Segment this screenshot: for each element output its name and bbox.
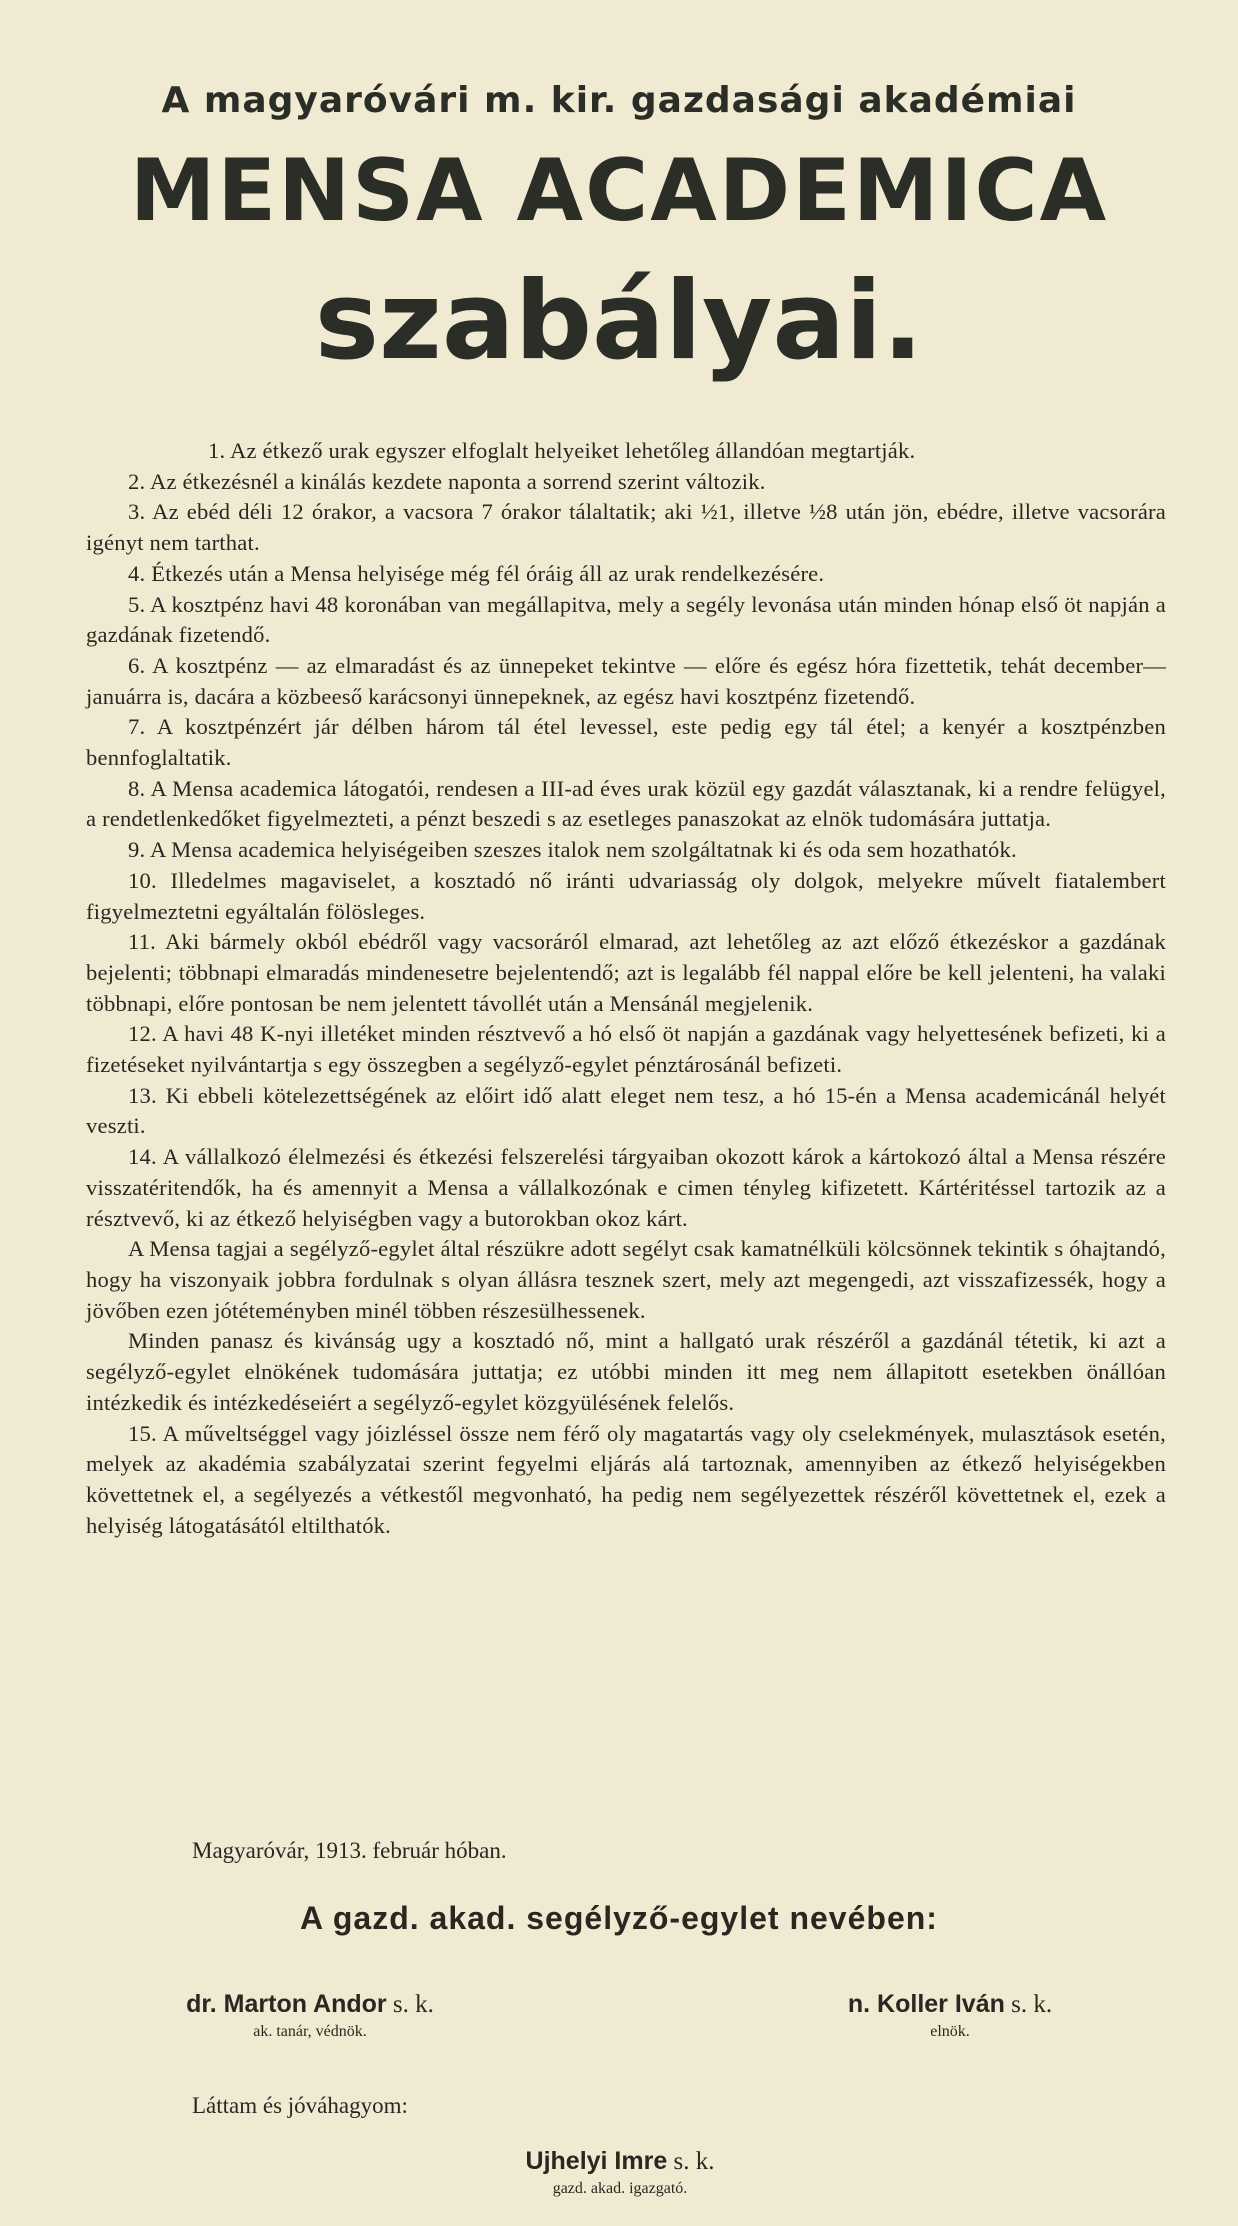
rule-3: 3. Az ebéd déli 12 órakor, a vacsora 7 órakor tálaltatik; aki ½1, illetve ½8 után jön, ebédre, illetve vacsorára igényt nem tarthat.	[86, 499, 1166, 556]
rule-2: 2. Az étkezésnél a kinálás kezdete naponta a sorrend szerint változik.	[128, 468, 766, 494]
rule-6: 6. A kosztpénz — az elmaradást és az ünnepeket tekintve — előre és egész hóra fizettetik, tehát december—januárra is, dacára a közbeeső karácsonyi ünnepeknek, az egész havi kosztpénz fizetendő.	[86, 652, 1166, 709]
rule-1: 1. Az étkező urak egyszer elfoglalt helyeiket lehetőleg állandóan megtartják.	[208, 438, 916, 463]
organization-line: A gazd. akad. segélyző-egylet nevében:	[300, 1900, 938, 1936]
header-rules-word: szabályai.	[314, 259, 924, 384]
signer-name: dr. Marton Andor	[186, 1990, 387, 2018]
signer-sk: s. k.	[392, 1991, 434, 2018]
signer-role: elnök.	[930, 2023, 970, 2040]
approval-line: Láttam és jóváhagyom:	[192, 2093, 408, 2118]
signer-sk: s. k.	[1011, 1991, 1053, 2018]
signature-block-patron	[140, 1990, 480, 2041]
rules-list	[86, 436, 1166, 1541]
signer-sk: s. k.	[673, 2148, 715, 2175]
rule-4: 4. Étkezés után a Mensa helyisége még fél óráig áll az urak rendelkezésére.	[128, 560, 825, 586]
rule-8: 8. A Mensa academica látogatói, rendesen a III-ad éves urak közül egy gazdát választanak, ki a rendre felügyel, a rendetlenkedőket figyelmezteti, a pénzt beszedi s az esetleges panaszokat az elnök tudomására juttatja.	[86, 775, 1166, 832]
rule-15: 15. A műveltséggel vagy jóizléssel össze nem férő oly magatartás vagy oly cselekmények, mulasztások esetén, melyek az akadémia szabályzatai szerint fegyelmi eljárás alá tartoznak, amennyiben az étkező helyiségekben követtetnek el, a segélyezés a vétkestől megvonható, ha pedig nem segélyezettek részéről követtetnek el, ezek a helyiség látogatásától eltilthatók.	[86, 1420, 1166, 1538]
signer-role: ak. tanár, védnök.	[253, 2023, 367, 2040]
rule-9: 9. A Mensa academica helyiségeiben szeszes italok nem szolgáltatnak ki és oda sem hozathatók.	[128, 837, 1017, 863]
signer-name: n. Koller Iván	[847, 1990, 1005, 2018]
rule-5: 5. A kosztpénz havi 48 koronában van megállapitva, mely a segély levonása után minden hónap első öt napján a gazdának fizetendő.	[86, 591, 1166, 648]
signer-role: gazd. akad. igazgató.	[552, 2180, 688, 2197]
place-date: Magyaróvár, 1913. február hóban.	[192, 1838, 507, 1863]
header-title: MENSA ACADEMICA	[129, 141, 1109, 241]
rule-10: 10. Illedelmes magaviselet, a kosztadó nő iránti udvariasság oly dolgok, melyekre művelt fiatalembert figyelmeztetni egyáltalán fölösleges.	[86, 867, 1166, 924]
paragraph-complaints: Minden panasz és kivánság ugy a kosztadó nő, mint a hallgató urak részéről a gazdánál tétetik, ki azt a segélyző-egylet elnökének tudomására juttatja; ez utóbbi minden itt meg nem állapitott esetekben önállóan intézkedik és intézkedéseiért a segélyző-egylet közgyülésének felelős.	[86, 1328, 1166, 1415]
rule-14: 14. A vállalkozó élelmezési és étkezési felszerelési tárgyaiban okozott károk a kártokozó által a Mensa részére visszatéritendők, ha és amennyit a Mensa a vállalkozónak e cimen tényleg kifizetett. Kártéritéssel tartozik az a résztvevő, ki az étkező helyiségben vagy a butorokban okoz kárt.	[86, 1144, 1166, 1231]
header-subtitle: A magyaróvári m. kir. gazdasági akadémiai	[161, 80, 1077, 121]
paragraph-loan: A Mensa tagjai a segélyző-egylet által részükre adott segélyt csak kamatnélküli kölcsönnek tekintik s óhajtandó, hogy ha viszonyaik jobbra fordulnak s olyan állásra tesznek szert, mely azt megengedi, azt visszafizessék, hogy a jövőben ezen jótéteményben minél többen részesülhessenek.	[86, 1236, 1166, 1323]
signature-block-president	[800, 1990, 1100, 2041]
rule-13: 13. Ki ebbeli kötelezettségének az előirt idő alatt eleget nem tesz, a hó 15-én a Mensa academicánál helyét veszti.	[86, 1082, 1166, 1139]
rule-12: 12. A havi 48 K-nyi illetéket minden résztvevő a hó első öt napján a gazdának vagy helyettesének befizeti, ki a fizetéseket nyilvántartja s egy összegben a segélyző-egylet pénztárosánál befizeti.	[86, 1021, 1166, 1078]
rule-11: 11. Aki bármely okból ebédről vagy vacsoráról elmarad, azt lehetőleg az azt előző étkezéskor a gazdának bejelenti; többnapi elmaradás mindenesetre bejelentendő; azt is legalább fél nappal előre be kell jelenteni, ha valaki többnapi, előre pontosan be nem jelentett távollét után a Mensánál megjelenik.	[86, 929, 1166, 1016]
rule-7: 7. A kosztpénzért jár délben három tál étel levessel, este pedig egy tál étel; a kenyér a kosztpénzben bennfoglaltatik.	[86, 714, 1166, 771]
signature-block-director	[470, 2147, 770, 2198]
signer-name: Ujhelyi Imre	[525, 2147, 668, 2175]
